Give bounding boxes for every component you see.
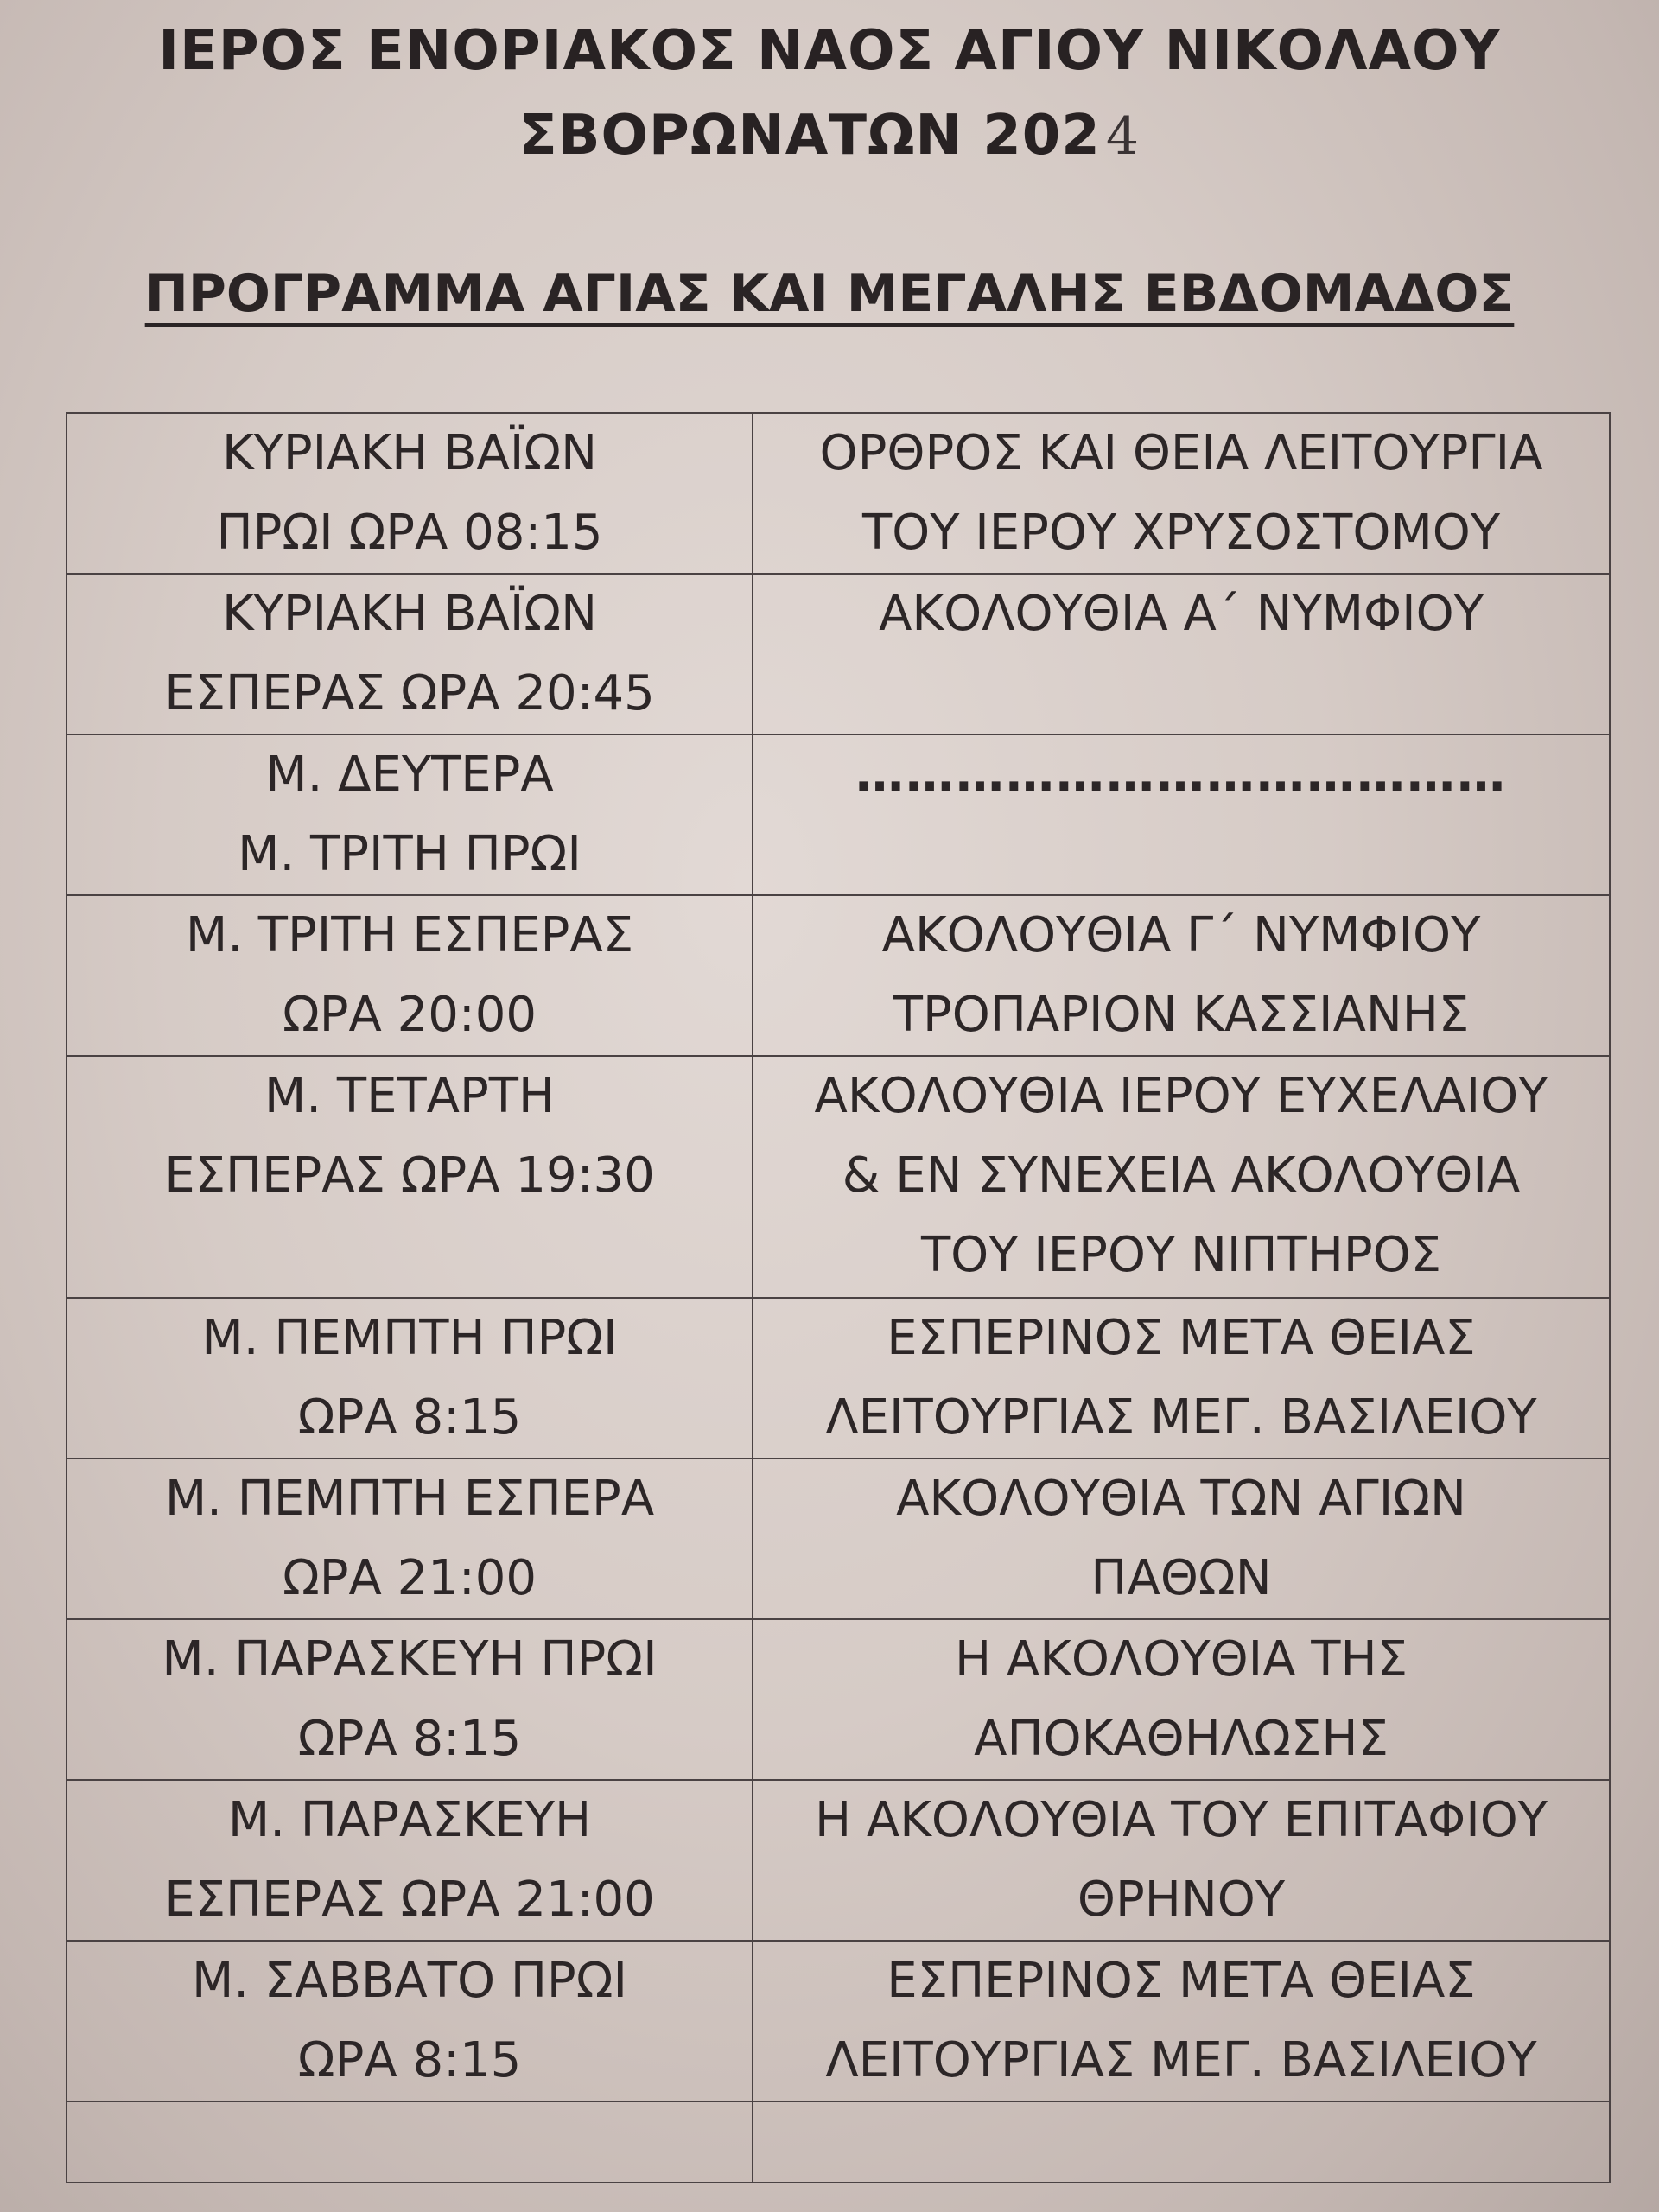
schedule-row: [67, 1941, 1610, 2101]
service-line: ΕΣΠΕΡΙΝΟΣ ΜΕΤΑ ΘΕΙΑΣ: [887, 1953, 1476, 2009]
day-time-line: ΠΡΩΙ ΩΡΑ 08:15: [216, 505, 603, 561]
service-cell: [753, 1459, 1610, 1619]
document-header: [0, 9, 1659, 179]
schedule-row: [67, 1780, 1610, 1941]
day-time-cell: [67, 1459, 753, 1619]
service-line: ΕΣΠΕΡΙΝΟΣ ΜΕΤΑ ΘΕΙΑΣ: [887, 1310, 1476, 1366]
service-line: ΑΚΟΛΟΥΘΙΑ ΤΩΝ ΑΓΙΩΝ: [896, 1471, 1466, 1527]
day-time-line: Μ. ΠΕΜΠΤΗ ΕΣΠΕΡΑ: [164, 1471, 655, 1527]
service-line: ΤΟΥ ΙΕΡΟΥ ΧΡΥΣΟΣΤΟΜΟΥ: [861, 505, 1501, 561]
church-name: ΙΕΡΟΣ ΕΝΟΡΙΑΚΟΣ ΝΑΟΣ ΑΓΙΟΥ ΝΙΚΟΛΑΟΥ: [158, 19, 1501, 83]
day-time-line: Μ. ΤΡΙΤΗ ΕΣΠΕΡΑΣ: [185, 907, 634, 963]
service-line: ΤΟΥ ΙΕΡΟΥ ΝΙΠΤΗΡΟΣ: [920, 1227, 1442, 1283]
service-line: ΛΕΙΤΟΥΡΓΙΑΣ ΜΕΓ. ΒΑΣΙΛΕΙΟΥ: [825, 2032, 1537, 2088]
day-time-line: ΩΡΑ 8:15: [297, 1711, 522, 1767]
day-time-line: ΩΡΑ 8:15: [297, 1389, 522, 1446]
schedule-row: [67, 1459, 1610, 1619]
day-time-line: Μ. ΠΑΡΑΣΚΕΥΗ: [227, 1792, 592, 1848]
location-year: [0, 93, 1659, 179]
service-cell: [753, 574, 1610, 734]
day-time-cell: [67, 1298, 753, 1459]
service-cell: [753, 413, 1610, 574]
schedule-title-wrap: [0, 259, 1659, 328]
day-time-cell: [67, 895, 753, 1056]
service-cell: [753, 1780, 1610, 1941]
schedule-row: [67, 734, 1610, 895]
service-line: ΑΚΟΛΟΥΘΙΑ Γ΄ ΝΥΜΦΙΟΥ: [881, 907, 1481, 963]
schedule-row: [67, 413, 1610, 574]
schedule-title: ΠΡΟΓΡΑΜΜΑ ΑΓΙΑΣ ΚΑΙ ΜΕΓΑΛΗΣ ΕΒΔΟΜΑΔΟΣ: [144, 264, 1515, 324]
service-cell: [753, 1298, 1610, 1459]
handwritten-year-digit: 4: [1105, 106, 1140, 167]
service-line: ΟΡΘΡΟΣ ΚΑΙ ΘΕΙΑ ΛΕΙΤΟΥΡΓΙΑ: [819, 425, 1543, 481]
service-line: & ΕΝ ΣΥΝΕΧΕΙΑ ΑΚΟΛΟΥΘΙΑ: [842, 1147, 1521, 1204]
day-time-cell: [67, 1619, 753, 1780]
day-time-line: Μ. ΠΕΜΠΤΗ ΠΡΩΙ: [201, 1310, 618, 1366]
service-line: ΑΚΟΛΟΥΘΙΑ ΙΕΡΟΥ ΕΥΧΕΛΑΙΟΥ: [814, 1068, 1548, 1124]
service-cell: [753, 1619, 1610, 1780]
day-time-line: Μ. ΣΑΒΒΑΤΟ ΠΡΩΙ: [191, 1953, 628, 2009]
schedule-row: [67, 1619, 1610, 1780]
service-line: ΤΡΟΠΑΡΙΟΝ ΚΑΣΣΙΑΝΗΣ: [893, 987, 1470, 1043]
day-time-line: ΩΡΑ 21:00: [282, 1550, 537, 1606]
dotted-placeholder-line: …………………………………: [855, 747, 1507, 803]
day-time-cell: [67, 1780, 753, 1941]
day-time-line: Μ. ΤΕΤΑΡΤΗ: [264, 1068, 556, 1124]
service-cell: [753, 2101, 1610, 2183]
service-line: ΠΑΘΩΝ: [1090, 1550, 1272, 1606]
day-time-line: ΚΥΡΙΑΚΗ ΒΑΪΩΝ: [221, 425, 598, 481]
day-time-cell: [67, 574, 753, 734]
day-time-cell: [67, 1941, 753, 2101]
schedule-row: [67, 574, 1610, 734]
schedule-row: [67, 1298, 1610, 1459]
day-time-cell: [67, 2101, 753, 2183]
day-time-line: ΩΡΑ 20:00: [282, 987, 537, 1043]
service-cell: [753, 734, 1610, 895]
service-line: Η ΑΚΟΛΟΥΘΙΑ ΤΟΥ ΕΠΙΤΑΦΙΟΥ: [814, 1792, 1548, 1848]
day-time-line: ΕΣΠΕΡΑΣ ΩΡΑ 19:30: [164, 1147, 655, 1204]
service-cell: [753, 895, 1610, 1056]
schedule-body: [67, 413, 1610, 2183]
location-year-printed: ΣΒΟΡΩΝΑΤΩΝ 202: [519, 104, 1101, 168]
day-time-line: Μ. ΠΑΡΑΣΚΕΥΗ ΠΡΩΙ: [162, 1631, 658, 1688]
day-time-cell: [67, 734, 753, 895]
service-line: ΑΚΟΛΟΥΘΙΑ Α΄ ΝΥΜΦΙΟΥ: [879, 586, 1484, 642]
day-time-line: Μ. ΤΡΙΤΗ ΠΡΩΙ: [238, 826, 582, 882]
day-time-line: ΕΣΠΕΡΑΣ ΩΡΑ 20:45: [164, 665, 655, 721]
day-time-line: ΚΥΡΙΑΚΗ ΒΑΪΩΝ: [221, 586, 598, 642]
service-line: Η ΑΚΟΛΟΥΘΙΑ ΤΗΣ: [954, 1631, 1408, 1688]
service-cell: [753, 1056, 1610, 1298]
service-line: ΑΠΟΚΑΘΗΛΩΣΗΣ: [974, 1711, 1389, 1767]
schedule-row: [67, 1056, 1610, 1298]
day-time-line: ΕΣΠΕΡΑΣ ΩΡΑ 21:00: [164, 1872, 655, 1928]
day-time-line: Μ. ΔΕΥΤΕΡΑ: [265, 747, 554, 803]
schedule-row: [67, 2101, 1610, 2183]
schedule-row: [67, 895, 1610, 1056]
holy-week-schedule-table: [66, 412, 1611, 2183]
day-time-line: ΩΡΑ 8:15: [297, 2032, 522, 2088]
service-line: ΘΡΗΝΟΥ: [1077, 1872, 1286, 1928]
day-time-cell: [67, 413, 753, 574]
service-cell: [753, 1941, 1610, 2101]
day-time-cell: [67, 1056, 753, 1298]
service-line: ΛΕΙΤΟΥΡΓΙΑΣ ΜΕΓ. ΒΑΣΙΛΕΙΟΥ: [825, 1389, 1537, 1446]
